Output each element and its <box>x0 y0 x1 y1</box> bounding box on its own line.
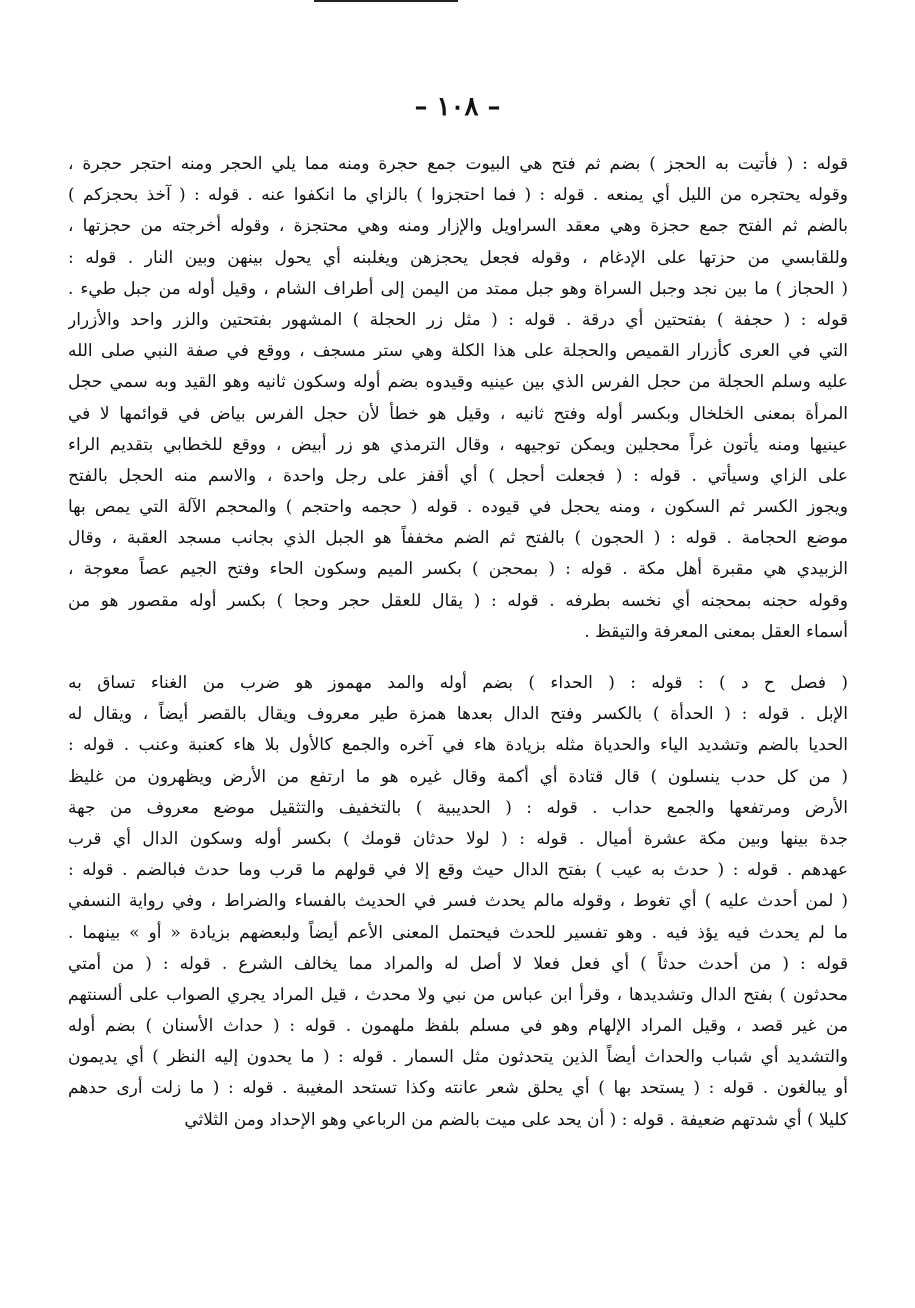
text-line: قوله : ( حجفة ) بفتحتين أي درقة . قوله : ( مثل زر الحجلة ) المشهور بفتحتين والزر واحد والأزرار <box>68 309 848 330</box>
paragraph-hjz <box>68 149 848 648</box>
text-line: موضع الحجامة . قوله : ( الحجون ) بالفتح ثم الضم مخففاً هو الجبل الذي بجانب مسجد العقبة ، وقال <box>68 528 848 549</box>
paragraph-hd <box>68 668 848 1136</box>
text-line: المرأة بمعنى الخلخال وبكسر أوله وفتح ثانيه ، وقيل هو خطأ لأن حجل الفرس بياض في قوائمها لا في <box>68 403 848 424</box>
text-line: عليه وسلم الحجلة من حجل الفرس الذي بين عينيه وقيدوه بضم أوله وسكون ثانيه وهو القيد وبه سمي حجل <box>68 372 848 393</box>
text-line: والتشديد أي شباب والحداث أيضاً الذين يتحدثون مثل السمار . قوله : ( ما يحدون إليه النظر ) أي يديمون <box>68 1047 848 1068</box>
text-line: محدثون ) بفتح الدال وتشديدها ، وقرأ ابن عباس من نبي ولا محدث ، قيل المراد يجري الصواب على ألسنتهم <box>68 984 848 1005</box>
text-line: جدة بينها وبين مكة عشرة أميال . قوله : ( لولا حدثان قومك ) بكسر أوله وسكون الدال أي قرب <box>68 828 848 849</box>
text-line: أو يبالغون . قوله : ( يستحد بها ) أي يحلق شعر عانته وكذا تستحد المغيبة . قوله : ( ما زلت أرى حدهم <box>68 1078 848 1099</box>
text-line: وقوله حجنه بمحجنه أي نخسه بطرفه . قوله : ( يقال للعقل حجر وحجا ) بكسر أوله مقصور هو من <box>68 590 848 611</box>
paragraph-gap <box>68 648 848 668</box>
text-line: عهدهم . قوله : ( حدث به عيب ) بفتح الدال حيث وقع إلا في قولهم ما قرب وما حدث فبالضم . قوله : <box>68 860 848 881</box>
text-line: ( الحجاز ) ما بين نجد وجبل السراة وهو جبل ممتد من اليمن إلى أطراف الشام ، وقيل أوله من جبل طيء . <box>68 278 848 299</box>
text-line: بالضم ثم الفتح جمع حجزة وهي معقد السراويل والإزار ومنه وهي محتجزة ، وقوله أخرجته من حجزتها ، <box>68 216 848 237</box>
page-number: – ١٠٨ – <box>414 92 501 122</box>
text-line: وقوله يحتجره من الليل أي يمنعه . قوله : ( فما احتجزوا ) بالزاي ما انكفوا عنه . قوله : ( آخذ بحجزكم ) <box>68 185 848 206</box>
text-line: الإبل . قوله : ( الحدأة ) بالكسر وفتح الدال بعدها همزة طير معروف ويقال بالقصر أيضاً ، ويقال له <box>68 704 848 725</box>
text-line: على الزاي وسيأتي . قوله : ( فجعلت أحجل ) أي أقفز على رجل واحدة ، والاسم منه الحجل بالفتح <box>68 465 848 486</box>
text-line: ويجوز الكسر ثم السكون ، ومنه يحجل في قيوده . قوله ( حجمه واحتجم ) والمحجم الآلة التي يمص بها <box>68 497 848 518</box>
text-line: قوله : ( من أحدث حدثاً ) أي فعل فعلا لا أصل له والمراد مما يخالف الشرع . قوله : ( من أمتي <box>68 953 848 974</box>
text-line: كليلا ) أي شدتهم ضعيفة . قوله : ( أن يحد على ميت بالضم من الرباعي وهو الإحداد ومن الثلاثي <box>184 1109 848 1130</box>
text-line: ( من كل حدب ينسلون ) قال قتادة أي أكمة وقال غيره هو ما ارتفع من الأرض ويظهرون من غليظ <box>68 766 848 787</box>
text-line: الزبيدي هي مقبرة أهل مكة . قوله : ( بمحجن ) بكسر الميم وسكون الحاء وفتح الجيم عصاً معوجة ، <box>68 559 848 580</box>
text-line: وللقابسي من حزتها على الإدغام ، وقوله فجعل يحجزهن ويغلبنه أي يحول بينهن وبين النار . قوله : <box>68 247 848 268</box>
text-line: الحديا بالضم وتشديد الياء والحدياة مثله بزيادة هاء في آخره والجمع كالأول بلا هاء كعنبة وعنب . قوله : <box>68 735 848 756</box>
text-line: ما لم يحدث فيه يؤذ فيه . وهو تفسير للحدث فيحتمل المعنى الأعم أيضاً ولبعضهم بزيادة « أو » بينهما . <box>68 922 848 943</box>
text-line: قوله : ( فأتيت به الحجز ) بضم ثم فتح هي البيوت جمع حجرة ومنه مما يلي الحجر ومنه احتجر حجرة ، <box>68 154 848 174</box>
text-line: ( لمن أحدث عليه ) أي تغوط ، وقوله مالم يحدث فسر في الحديث بالفساء والضراط ، وفي رواية النسفي <box>68 891 848 912</box>
text-line: ( فصل ح د ) : قوله : ( الحداء ) بضم أوله والمد مهموز هو ضرب من الغناء تساق به <box>68 673 848 693</box>
text-line: أسماء العقل بمعنى المعرفة والتيقظ . <box>584 621 848 642</box>
text-line: التي في العرى كأزرار القميص والحجلة على هذا الكلة وهي ستر مسجف ، ووقع في صفة النبي صلى الله <box>68 341 848 362</box>
text-line: من غير قصد ، وقيل المراد الإلهام وهو في مسلم بلفظ ملهمون . قوله : ( حداث الأسنان ) بضم أوله <box>68 1016 848 1037</box>
page-body <box>68 149 848 1136</box>
text-line: الأرض ومرتفعها والجمع حداب . قوله : ( الحديبية ) بالتخفيف والتثقيل موضع معروف من جهة <box>68 797 848 818</box>
text-line: عينيها ومنه يأتون غراً محجلين ويمكن توجيهه ، وقال الترمذي هو زر أبيض ، ووقع للخطابي بتقديم الراء <box>68 434 848 455</box>
top-rule <box>314 0 458 2</box>
